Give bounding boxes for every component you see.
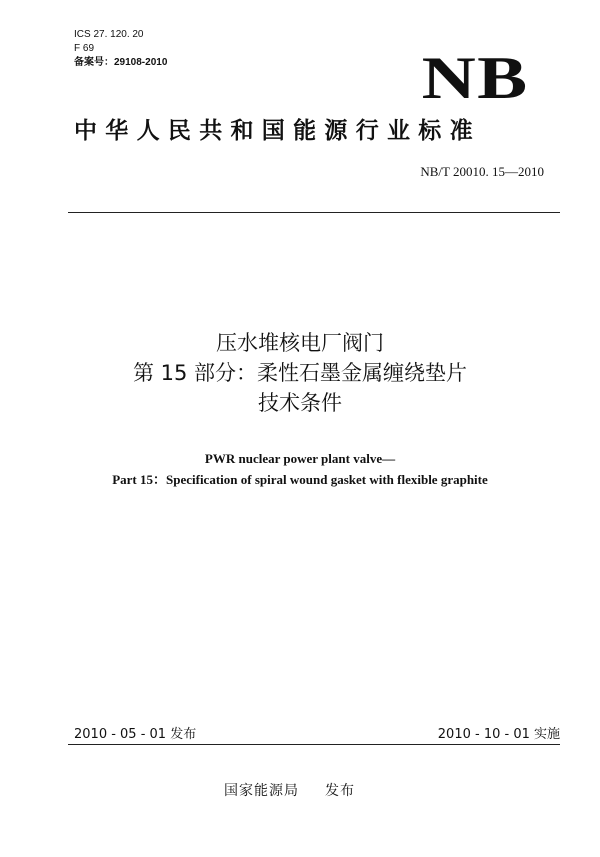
classification-block [74,28,167,70]
bottom-divider [68,744,560,745]
publisher-line [224,780,355,800]
standard-type-heading: 中华人民共和国能源行业标准 [74,118,481,144]
chinese-title [0,328,600,418]
english-title-line-2: Part 15：Specification of spiral wound gasket with flexible graphite [112,472,488,487]
english-title-line-1: PWR nuclear power plant valve— [204,451,396,466]
publisher-name: 国家能源局 [224,783,299,799]
standard-code: NB/T 20010. 15—2010 [420,164,544,179]
publisher-action: 发布 [325,783,355,799]
chinese-title-line-1: 压水堆核电厂阀门 [216,331,384,355]
ccs-code: F 69 [74,43,95,54]
english-title [0,448,600,490]
chinese-title-line-3: 技术条件 [258,391,342,415]
implementation-date: 2010 - 10 - 01 实施 [437,727,560,742]
issue-date: 2010 - 05 - 01 发布 [74,727,197,742]
ics-code: ICS 27. 120. 20 [74,29,144,40]
chinese-title-line-2: 第 15 部分：柔性石墨金属缠绕垫片 [132,361,468,385]
nb-logo: NB [421,45,528,111]
top-divider [68,212,560,213]
record-number: 备案号：29108-2010 [74,57,168,68]
